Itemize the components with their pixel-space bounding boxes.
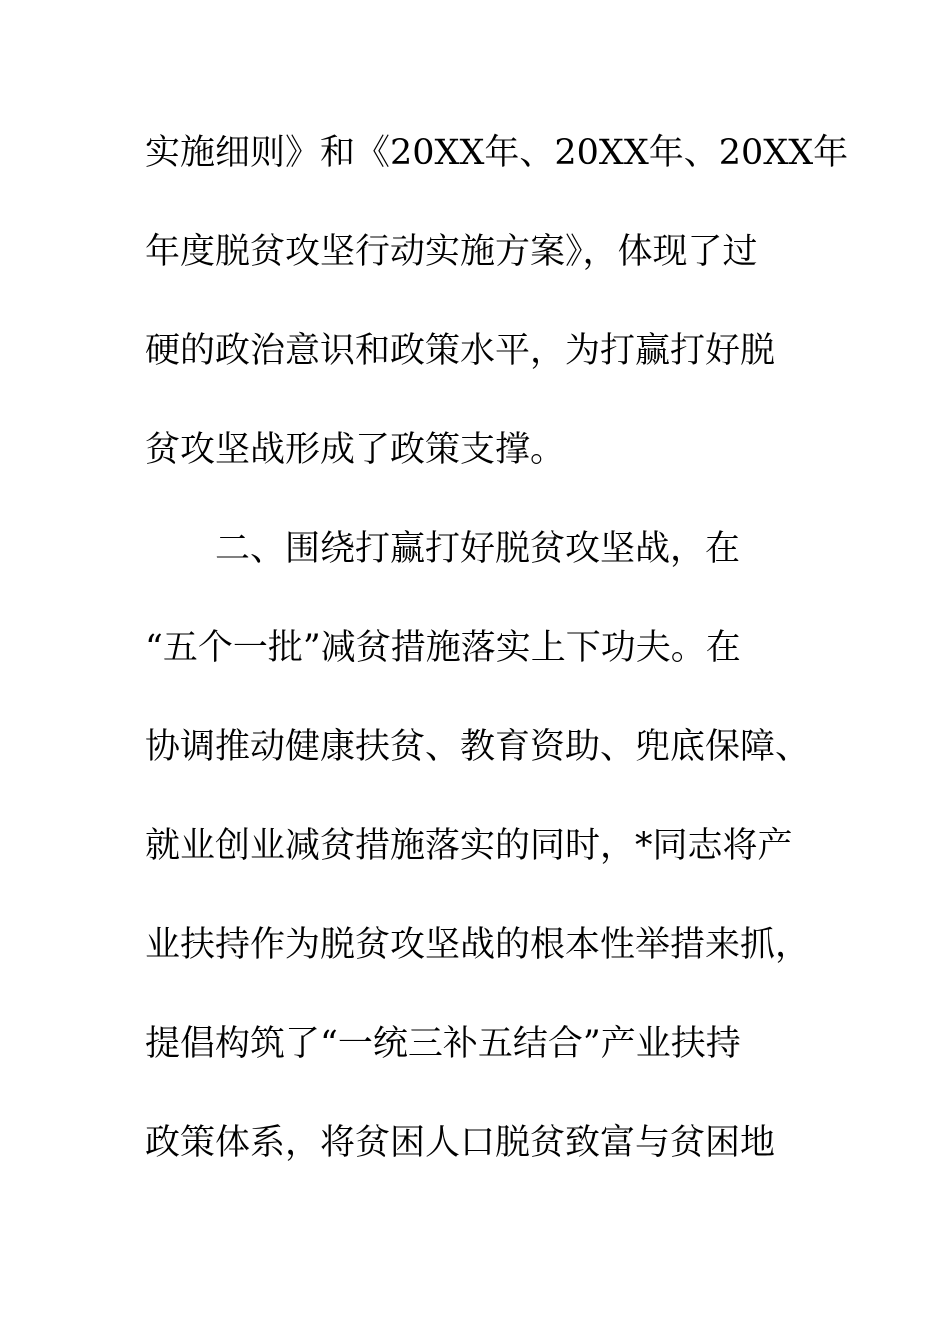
text-line-1: 实施细则》和《20XX年、20XX年、20XX年 <box>145 133 849 173</box>
text-line-2: 年度脱贫攻坚行动实施方案》，体现了过 <box>145 232 758 272</box>
text-line-3: 硬的政治意识和政策水平，为打赢打好脱 <box>145 331 776 371</box>
section-heading-2: 二、围绕打赢打好脱贫攻坚战，在 <box>215 529 741 569</box>
text-line-10: 提倡构筑了“一统三补五结合”产业扶持 <box>145 1024 741 1064</box>
text-line-7: 协调推动健康扶贫、教育资助、兜底保障、 <box>145 727 811 767</box>
text-line-4: 贫攻坚战形成了政策支撑。 <box>145 430 566 470</box>
text-line-9: 业扶持作为脱贫攻坚战的根本性举措来抓， <box>145 925 811 965</box>
text-line-11: 政策体系，将贫困人口脱贫致富与贫困地 <box>145 1123 776 1163</box>
text-line-6: “五个一批”减贫措施落实上下功夫。在 <box>145 628 741 668</box>
text-line-8: 就业创业减贫措施落实的同时，*同志将产 <box>145 826 793 866</box>
